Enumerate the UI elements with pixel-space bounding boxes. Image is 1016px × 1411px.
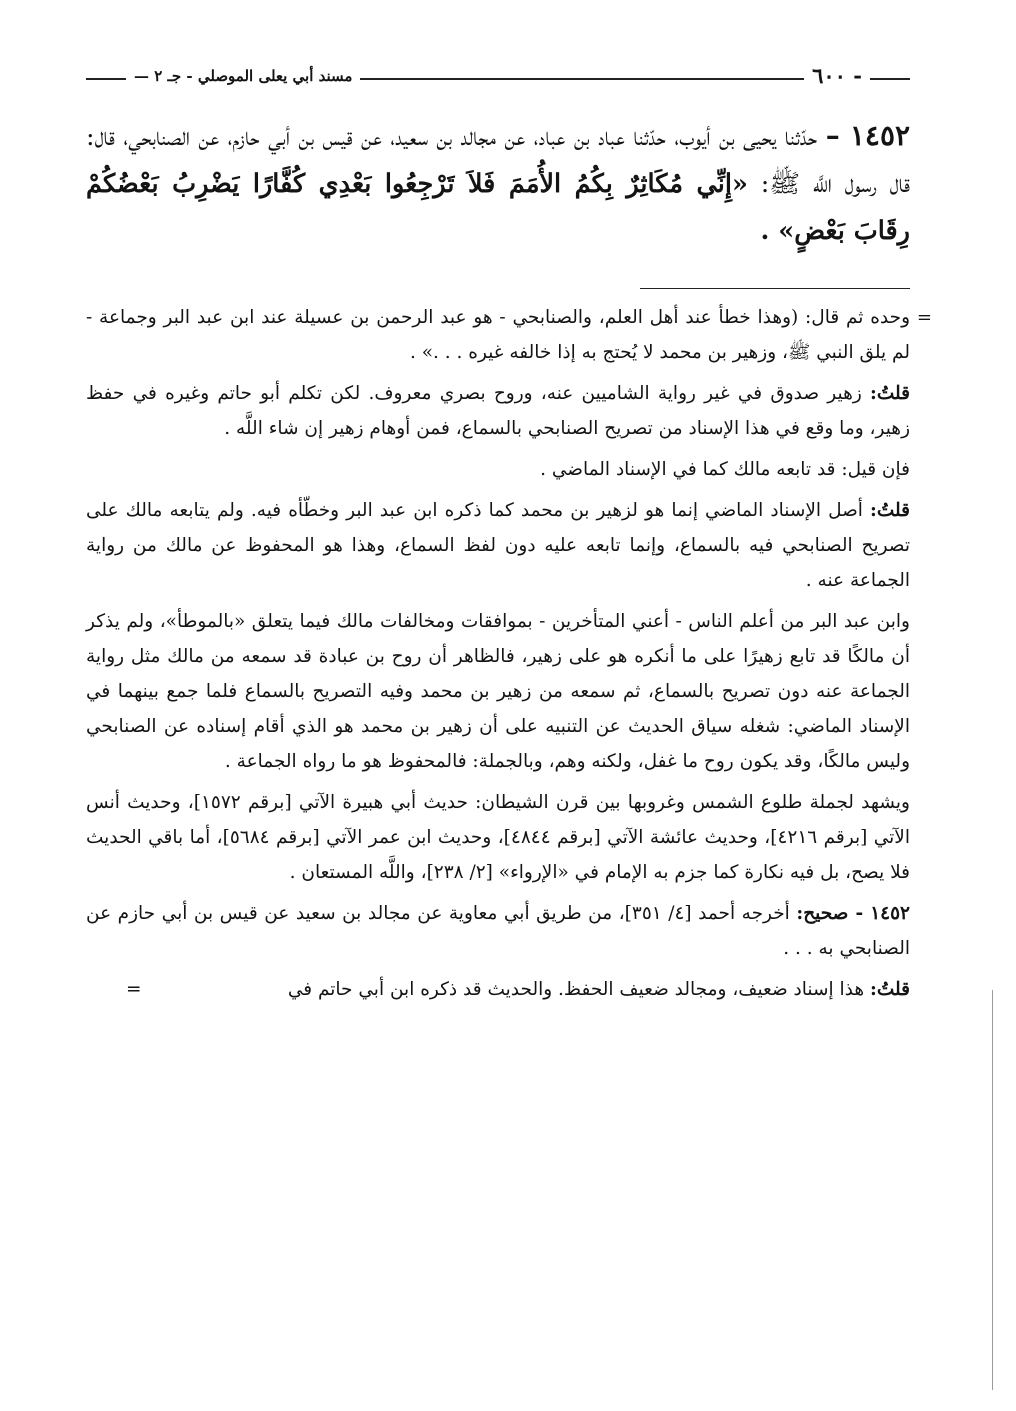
- footnote-paragraph-5: [86, 785, 910, 890]
- hadith-number: ١٤٥٢ –: [825, 119, 911, 152]
- paragraph-5-text: ويشهد لجملة طلوع الشمس وغروبها بين قرن الشيطان: حديث أبي هبيرة الآتي [برقم ١٥٧٢]، وحديث أنس الآتي [برقم ٤٢١٦]، وحديث عائشة الآتي [برقم ٤٨٤٤]، وحديث ابن عمر الآتي [برقم ٥٦٨٤]، أما باقي الحديث فلا يصح، بل فيه نكارة كما جزم به الإمام في «الإرواء» [٢/ ٢٣٨]، واللَّه المستعان .: [86, 792, 910, 883]
- paragraph-6-text: أخرجه أحمد [٤/ ٣٥١]، من طريق أبي معاوية عن مجالد بن سعيد عن قيس بن أبي حازم عن الصنابحي به . . .: [86, 903, 910, 959]
- qultu-label: قلتُ:: [870, 979, 910, 1000]
- hadith-block: [86, 112, 910, 255]
- page-number: - ٦٠٠: [804, 62, 870, 90]
- footnote-separator: [640, 288, 910, 289]
- takhrij-label: ١٤٥٢ - صحيح:: [796, 903, 910, 924]
- continuation-text: وحده ثم قال: (وهذا خطأ عند أهل العلم، والصنابحي - هو عبد الرحمن بن عسيلة عند ابن عبد البر وجماعة - لم يلق النبي ﷺ، وزهير بن محمد لا يُحتج به إذا خالفه غيره . . .» .: [86, 307, 910, 363]
- hadith-isnad: حدّثنا يحيى بن أيوب، حدّثنا عباد بن عباد، عن مجالد بن سعيد، عن قيس بن أبي حازم، عن الصنابحي، قال: قال رسول اللَّه ﷺ:: [86, 122, 910, 199]
- footnote-continuation: [86, 300, 932, 370]
- footnote-paragraph-4: [86, 604, 910, 779]
- hadith-matn: «إِنِّي مُكَاثِرٌ بِكُمُ الأُمَمَ فَلاَ تَرْجِعُوا بَعْدِي كُفَّارًا يَضْرِبُ بَعْضُكُمْ رِقَابَ بَعْضٍ» .: [86, 169, 910, 246]
- running-title: مسند أبي يعلى الموصلي - جـ ٢ —: [126, 64, 360, 88]
- paragraph-1-text: زهير صدوق في غير رواية الشاميين عنه، وروح بصري معروف. لكن تكلم أبو حاتم وغيره في حفظ زهير، وما وقع في هذا الإسناد من تصريح الصنابحي بالسماع، فمن أوهام زهير إن شاء اللَّه .: [86, 383, 910, 439]
- footnote-paragraph-2: [86, 452, 910, 487]
- footnote-paragraph-1: [86, 376, 910, 446]
- footnote-paragraph-3: [86, 493, 910, 598]
- continued-mark: =: [126, 979, 142, 1000]
- paragraph-3-text: أصل الإسناد الماضي إنما هو لزهير بن محمد كما ذكره ابن عبد البر وخطّأه فيه. ولم يتابعه مالك على تصريح الصنابحي فيه بالسماع، وإنما تابعه عليه دون لفظ السماع، وهذا هو المحفوظ عن مالك من رواية الجماعة عنه .: [86, 500, 910, 591]
- scan-margin-line: [992, 990, 993, 1390]
- qultu-label: قلتُ:: [870, 383, 910, 404]
- paragraph-4-text: وابن عبد البر من أعلم الناس - أعني المتأخرين - بموافقات ومخالفات مالك فيما يتعلق «بالموطأ»، ولم يذكر أن مالكًا قد تابع زهيرًا على ما أنكره هو على زهير، فالظاهر أن روح بن عبادة قد سمعه من مالك مثل رواية الجماعة عنه دون تصريح بالسماع، ثم سمعه من زهير بن محمد وفيه التصريح بالسماع فلما جمع بينهما في الإسناد الماضي: شغله سياق الحديث عن التنبيه على أن زهير بن محمد هو الذي أقام إسناده عن الصنابحي وليس مالكًا، وقد يكون روح ما غفل، ولكنه وهم، وبالجملة: فالمحفوظ هو ما رواه الجماعة .: [86, 611, 910, 772]
- footnote-paragraph-6: [86, 896, 910, 966]
- running-header: [86, 62, 910, 92]
- paragraph-2-text: فإن قيل: قد تابعه مالك كما في الإسناد الماضي .: [540, 459, 910, 480]
- footnote-paragraph-7: [86, 972, 910, 1007]
- qultu-label: قلتُ:: [870, 500, 910, 521]
- continuation-mark: =: [916, 307, 932, 328]
- footnotes: [86, 300, 932, 1013]
- paragraph-7-text: هذا إسناد ضعيف، ومجالد ضعيف الحفظ. والحديث قد ذكره ابن أبي حاتم في: [287, 979, 865, 1000]
